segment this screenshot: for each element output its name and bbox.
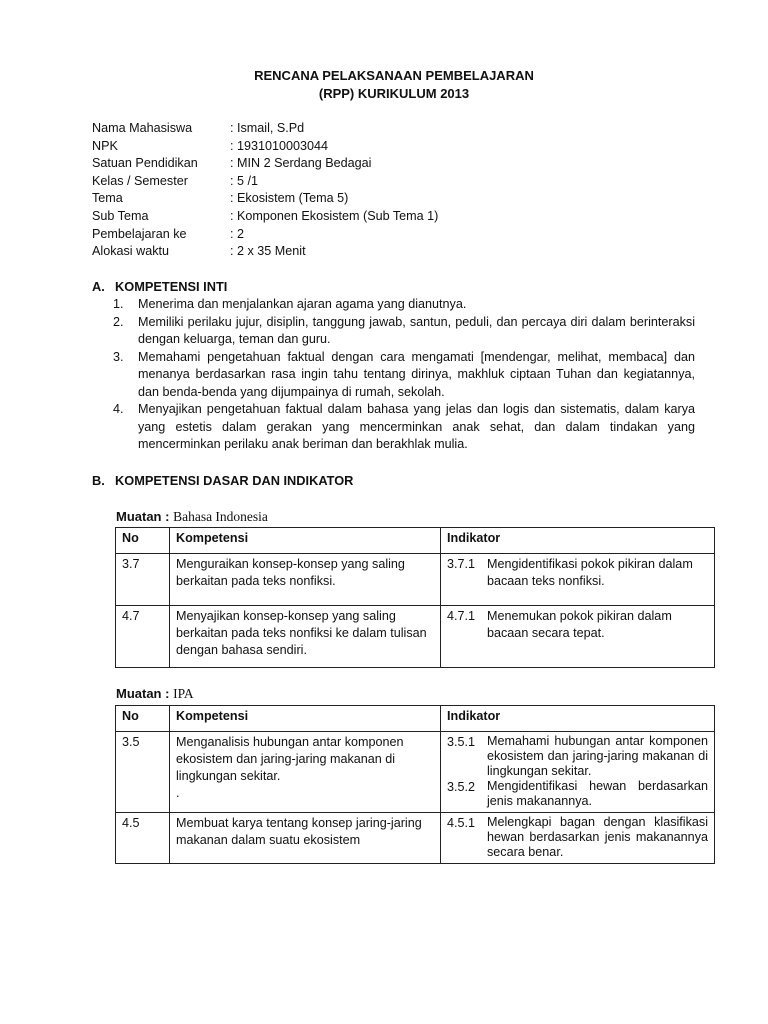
- cell-no: 3.5: [116, 732, 170, 813]
- muatan-key: Muatan :: [116, 686, 170, 701]
- identity-row: [92, 226, 438, 244]
- document-title: RENCANA PELAKSANAAN PEMBELAJARAN: [254, 68, 534, 83]
- indikator-text: Menemukan pokok pikiran dalam bacaan secara tepat.: [487, 609, 672, 640]
- cell-kompetensi: Menyajikan konsep-konsep yang saling berkaitan pada teks nonfiksi ke dalam tulisan dengan bahasa sendiri.: [170, 606, 441, 668]
- list-number: 3.: [113, 349, 124, 364]
- indikator-code: 3.5.2: [447, 780, 476, 794]
- table-ipa: [115, 705, 715, 864]
- cell-no: 3.7: [116, 554, 170, 606]
- muatan-label-ipa: [116, 686, 194, 702]
- header-indikator: Indikator: [441, 528, 715, 554]
- indikator-code: 3.7.1: [447, 557, 476, 571]
- identity-value: : 1931010003044: [230, 138, 329, 153]
- table-bahasa-indonesia: [115, 527, 715, 668]
- list-text: Menyajikan pengetahuan faktual dalam bahasa yang jelas dan logis dan sistematis, dalam karya yang estetis dalam gerakan yang mencerminkan anak sehat, dan dalam tindakan yang mencerminkan perilaku anak beriman dan berakhlak mulia.: [138, 402, 695, 451]
- identity-block: [92, 120, 438, 261]
- kompetensi-extra: .: [176, 786, 180, 800]
- cell-kompetensi: Menguraikan konsep-konsep yang saling berkaitan pada teks nonfiksi.: [170, 554, 441, 606]
- muatan-label-bahasa: [116, 509, 268, 525]
- list-text: Menerima dan menjalankan ajaran agama yang dianutnya.: [138, 297, 467, 311]
- indikator-text: Melengkapi bagan dengan klasifikasi hewan berdasarkan jenis makanannya secara benar.: [487, 815, 708, 859]
- cell-indikator: [441, 606, 715, 668]
- identity-row: [92, 208, 438, 226]
- identity-label: Pembelajaran ke: [92, 226, 187, 241]
- muatan-key: Muatan :: [116, 509, 170, 524]
- identity-label: Alokasi waktu: [92, 244, 169, 259]
- table-row: [116, 606, 715, 668]
- header-indikator: Indikator: [441, 706, 715, 732]
- identity-label: Kelas / Semester: [92, 173, 188, 188]
- section-b-heading: [92, 473, 353, 488]
- cell-kompetensi: Membuat karya tentang konsep jaring-jaring makanan dalam suatu ekosistem: [170, 813, 441, 864]
- list-item: [113, 401, 695, 454]
- table-row: [116, 813, 715, 864]
- identity-value: : 2: [230, 226, 245, 241]
- list-number: 1.: [113, 297, 124, 311]
- indikator-code: 4.5.1: [447, 816, 476, 830]
- identity-row: [92, 173, 438, 191]
- cell-indikator: [441, 554, 715, 606]
- cell-kompetensi: [170, 732, 441, 813]
- indikator-code: 4.7.1: [447, 609, 476, 623]
- identity-label: Tema: [92, 191, 123, 206]
- identity-label: Nama Mahasiswa: [92, 121, 193, 135]
- table-header-row: [116, 706, 715, 732]
- identity-row: [92, 190, 438, 208]
- section-b-letter: B.: [92, 473, 105, 488]
- identity-label: NPK: [92, 138, 118, 153]
- list-item: [113, 349, 695, 402]
- cell-indikator: [441, 813, 715, 864]
- header-no: No: [116, 706, 170, 732]
- header-kompetensi: Kompetensi: [170, 528, 441, 554]
- identity-value: : Ismail, S.Pd: [230, 121, 305, 135]
- list-text: Memahami pengetahuan faktual dengan cara mengamati [mendengar, melihat, membaca] dan menanya berdasarkan rasa ingin tahu tentang dirinya, makhluk ciptaan Tuhan dan kegiatannya, dan benda-benda yang dijumpainya di rumah, sekolah.: [138, 349, 695, 399]
- table-row: [116, 554, 715, 606]
- identity-row: [92, 243, 438, 261]
- section-b-title: KOMPETENSI DASAR DAN INDIKATOR: [115, 473, 354, 488]
- kompetensi-inti-list: [113, 296, 695, 454]
- identity-row: [92, 120, 438, 138]
- identity-value: : Ekosistem (Tema 5): [230, 191, 349, 206]
- identity-value: : MIN 2 Serdang Bedagai: [230, 156, 372, 171]
- list-text: Memiliki perilaku jujur, disiplin, tanggung jawab, santun, peduli, dan percaya diri dalam berinteraksi dengan keluarga, teman dan guru.: [138, 314, 695, 346]
- cell-no: 4.5: [116, 813, 170, 864]
- table-header-row: [116, 528, 715, 554]
- kompetensi-text: Menganalisis hubungan antar komponen ekosistem dan jaring-jaring makanan di lingkungan sekitar.: [176, 735, 404, 783]
- section-a-title: KOMPETENSI INTI: [115, 279, 228, 294]
- indikator-text: Mengidentifikasi hewan berdasarkan jenis makanannya.: [487, 779, 708, 808]
- muatan-value: IPA: [173, 686, 194, 701]
- identity-value: : Komponen Ekosistem (Sub Tema 1): [230, 208, 439, 223]
- section-a-letter: A.: [92, 279, 105, 294]
- list-number: 2.: [113, 314, 124, 329]
- cell-indikator: [441, 732, 715, 813]
- identity-row: [92, 155, 438, 173]
- identity-value: : 5 /1: [230, 173, 259, 188]
- identity-label: Satuan Pendidikan: [92, 156, 198, 171]
- indikator-code: 3.5.1: [447, 735, 476, 749]
- cell-no: 4.7: [116, 606, 170, 668]
- document-subtitle: (RPP) KURIKULUM 2013: [318, 86, 470, 101]
- list-item: [113, 314, 695, 349]
- table-row: [116, 732, 715, 813]
- identity-value: : 2 x 35 Menit: [230, 244, 306, 259]
- identity-row: [92, 138, 438, 156]
- identity-label: Sub Tema: [92, 208, 149, 223]
- header-no: No: [116, 528, 170, 554]
- list-item: [113, 296, 695, 314]
- list-number: 4.: [113, 402, 124, 416]
- header-kompetensi: Kompetensi: [170, 706, 441, 732]
- indikator-text: Mengidentifikasi pokok pikiran dalam bacaan teks nonfiksi.: [487, 557, 693, 588]
- section-a-heading: [92, 279, 227, 294]
- indikator-text: Memahami hubungan antar komponen ekosistem dan jaring-jaring makanan di lingkungan sekitar.: [487, 734, 708, 778]
- muatan-value: Bahasa Indonesia: [173, 509, 268, 524]
